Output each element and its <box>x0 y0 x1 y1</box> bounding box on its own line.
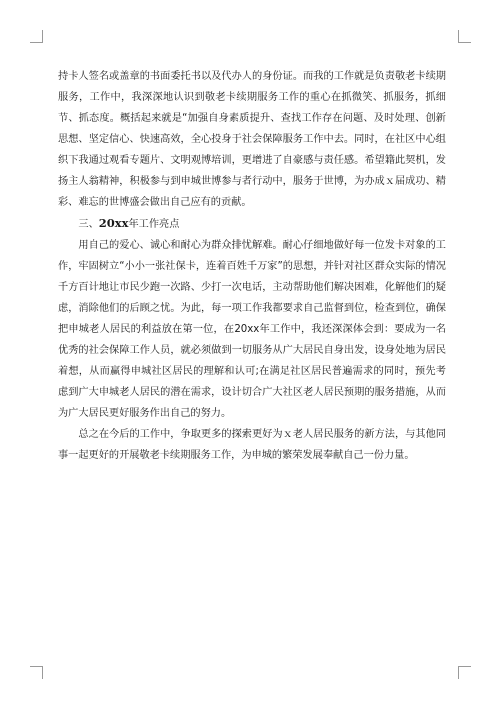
paragraph-highlights-year: 20xx <box>234 324 260 335</box>
section-heading <box>58 213 446 235</box>
section-heading-suffix: 年工作亮点 <box>128 219 180 230</box>
crop-mark-top-right <box>458 30 471 43</box>
section-heading-year: 20xx <box>98 216 129 230</box>
section-heading-prefix: 三、 <box>78 219 99 230</box>
paragraph-highlights <box>58 235 446 424</box>
document-body <box>58 66 446 466</box>
paragraph-continued: 持卡人签名或盖章的书面委托书以及代办人的身份证。而我的工作就是负责敬老卡续期服务，工作中，我深深地认识到敬老卡续期服务工作的重心在抓微笑、抓服务，抓细节、抓态度。概括起来就是“加强自身素质提升、查找工作存在问题、及时处理、创新思想、坚定信心、快速高效，全心投身于社会保障服务工作中去。同时，在社区中心组织下我通过观看专题片、文明观博培训，更增进了自豪感与责任感。希望籍此契机，发扬主人翁精神，积极参与到申城世博参与者行动中，服务于世博，为办成ｘ届成功、精彩、难忘的世博盛会做出自己应有的贡献。 <box>58 71 446 208</box>
paragraph-summary: 总之在今后的工作中，争取更多的探索更好为ｘ老人居民服务的新方法，与其他同事一起更好的开展敬老卡续期服务工作，为申城的繁荣发展奉献自己一份力量。 <box>58 429 446 461</box>
paragraph-highlights-part2: 年工作中，我还深深体会到：要成为一名优秀的社会保障工作人员，就必须做到一切服务从广大居民自身出发，设身处地为居民着想，从而赢得申城社区居民的理解和认可;在满足社区居民普遍需求的同时，预先考虑到广大申城老人居民的潜在需求，设计切合广大社区老人居民预期的服务措施，从而为广大居民更好服务作出自己的努力。 <box>58 324 447 419</box>
crop-mark-top-left <box>30 30 43 43</box>
paragraph-highlights-part1: 用自己的爱心、诚心和耐心为群众排忧解难。耐心仔细地做好每一位发卡对象的工作，牢固树立“小小一张社保卡，连着百姓千万家”的思想，并针对社区群众实际的情况千方百计地让市民少跑一次路、少打一次电话，主动帮助他们解决困难，化解他们的疑虑，消除他们的后顾之忧。为此，每一项工作我都要求自己监督到位，检查到位，确保把申城老人居民的利益放在第一位，在 <box>58 240 446 335</box>
crop-mark-bottom-right <box>458 666 471 679</box>
crop-mark-bottom-left <box>30 666 43 679</box>
